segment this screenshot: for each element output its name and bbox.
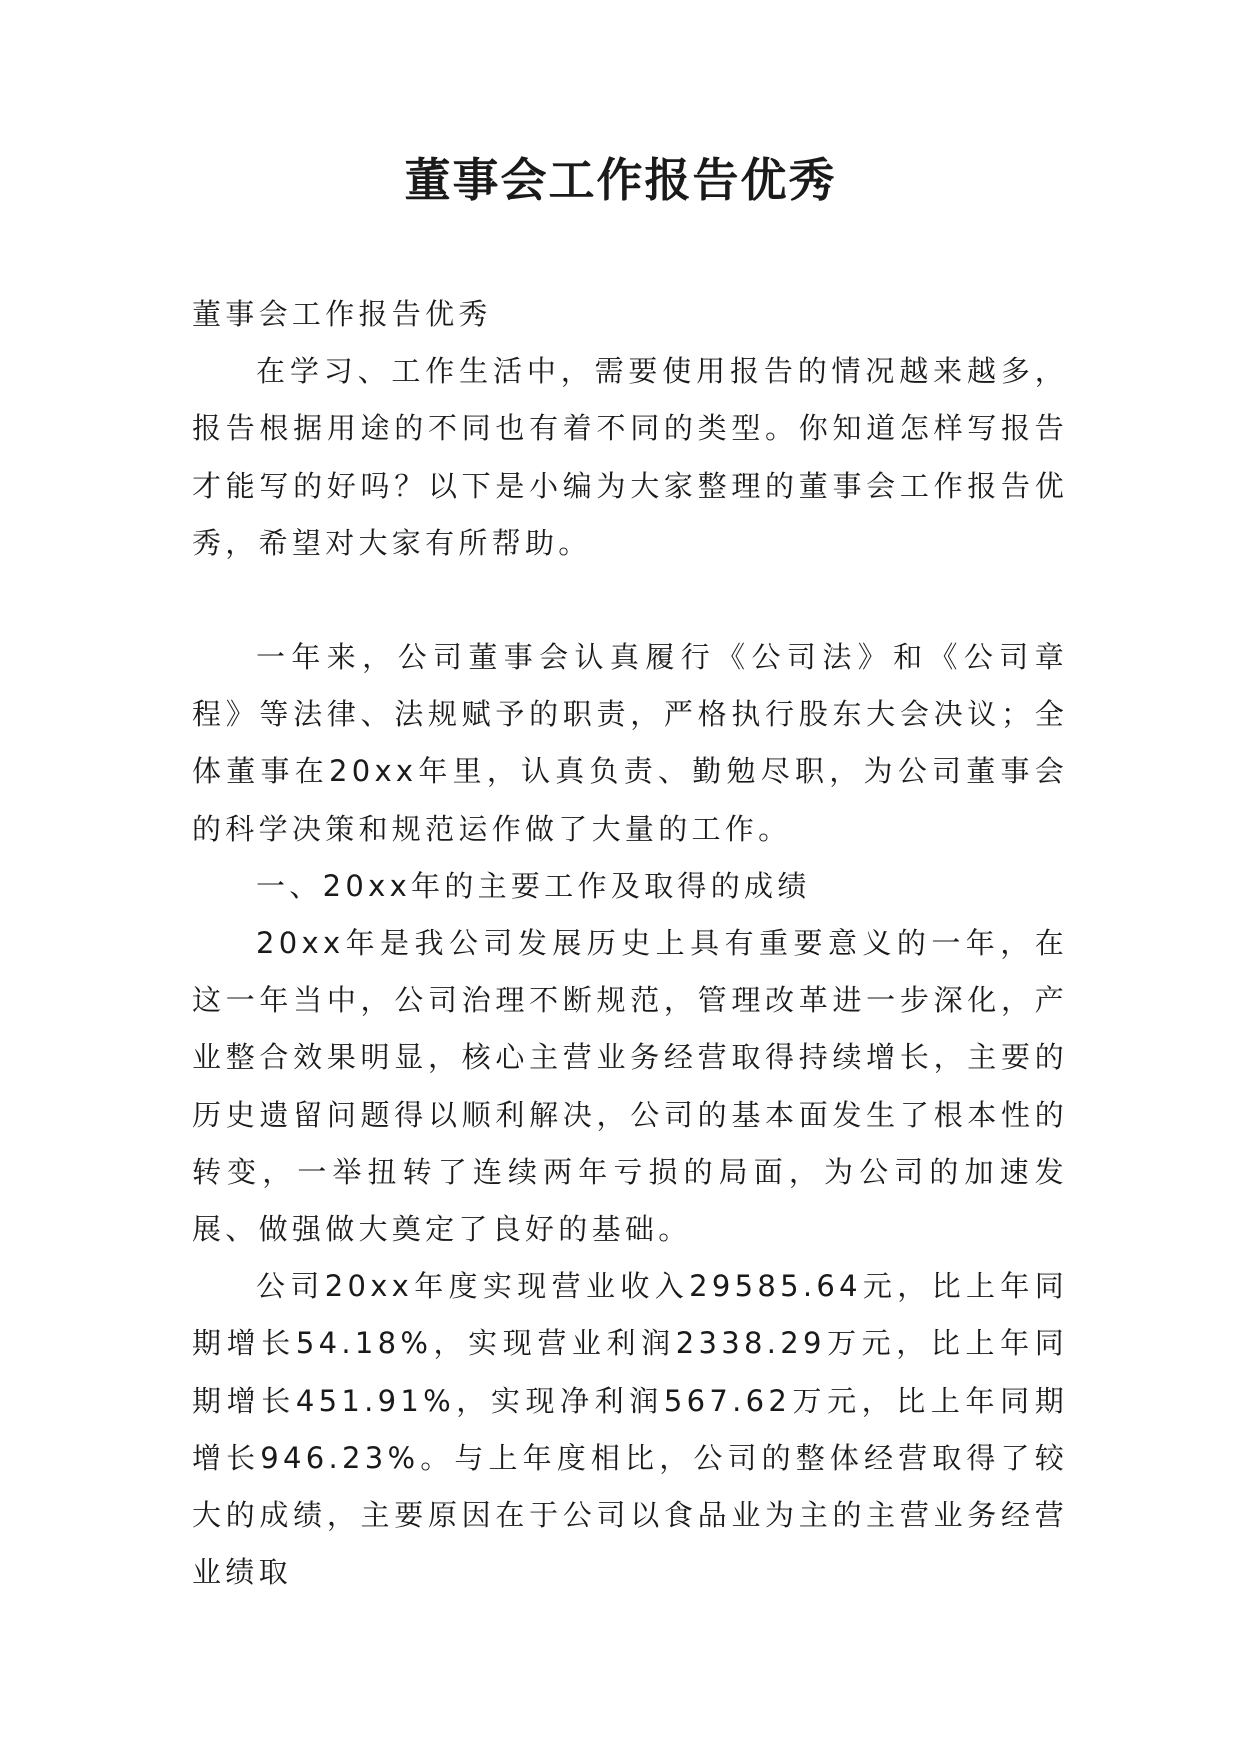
section-heading-1: 一、20xx年的主要工作及取得的成绩	[256, 868, 811, 903]
body-paragraph-2: 20xx年是我公司发展历史上具有重要意义的一年，在这一年当中，公司治理不断规范，管理改革进一步深化，产业整合效果明显，核心主营业务经营取得持续增长，主要的历史遗留问题得以顺利解决，公司的基本面发生了根本性的转变，一举扭转了连续两年亏损的局面，为公司的加速发展、做强做大奠定了良好的基础。	[192, 926, 1068, 1247]
body-paragraph-3: 公司20xx年度实现营业收入29585.64元，比上年同期增长54.18%，实现营业利润2338.29万元，比上年同期增长451.91%，实现净利润567.62万元，比上年同期增长946.23%。与上年度相比，公司的整体经营取得了较大的成绩，主要原因在于公司以食品业为主的主营业务经营业绩取	[192, 1269, 1068, 1590]
document-body	[192, 286, 1068, 1601]
document-title: 董事会工作报告优秀	[404, 153, 837, 207]
intro-paragraph: 在学习、工作生活中，需要使用报告的情况越来越多，报告根据用途的不同也有着不同的类型。你知道怎样写报告才能写的好吗？以下是小编为大家整理的董事会工作报告优秀，希望对大家有所帮助。	[192, 354, 1068, 560]
document-subtitle: 董事会工作报告优秀	[192, 297, 492, 331]
body-paragraph-1: 一年来，公司董事会认真履行《公司法》和《公司章程》等法律、法规赋予的职责，严格执行股东大会决议；全体董事在20xx年里，认真负责、勤勉尽职，为公司董事会的科学决策和规范运作做了大量的工作。	[192, 640, 1068, 846]
paragraph-spacer	[192, 572, 1068, 629]
